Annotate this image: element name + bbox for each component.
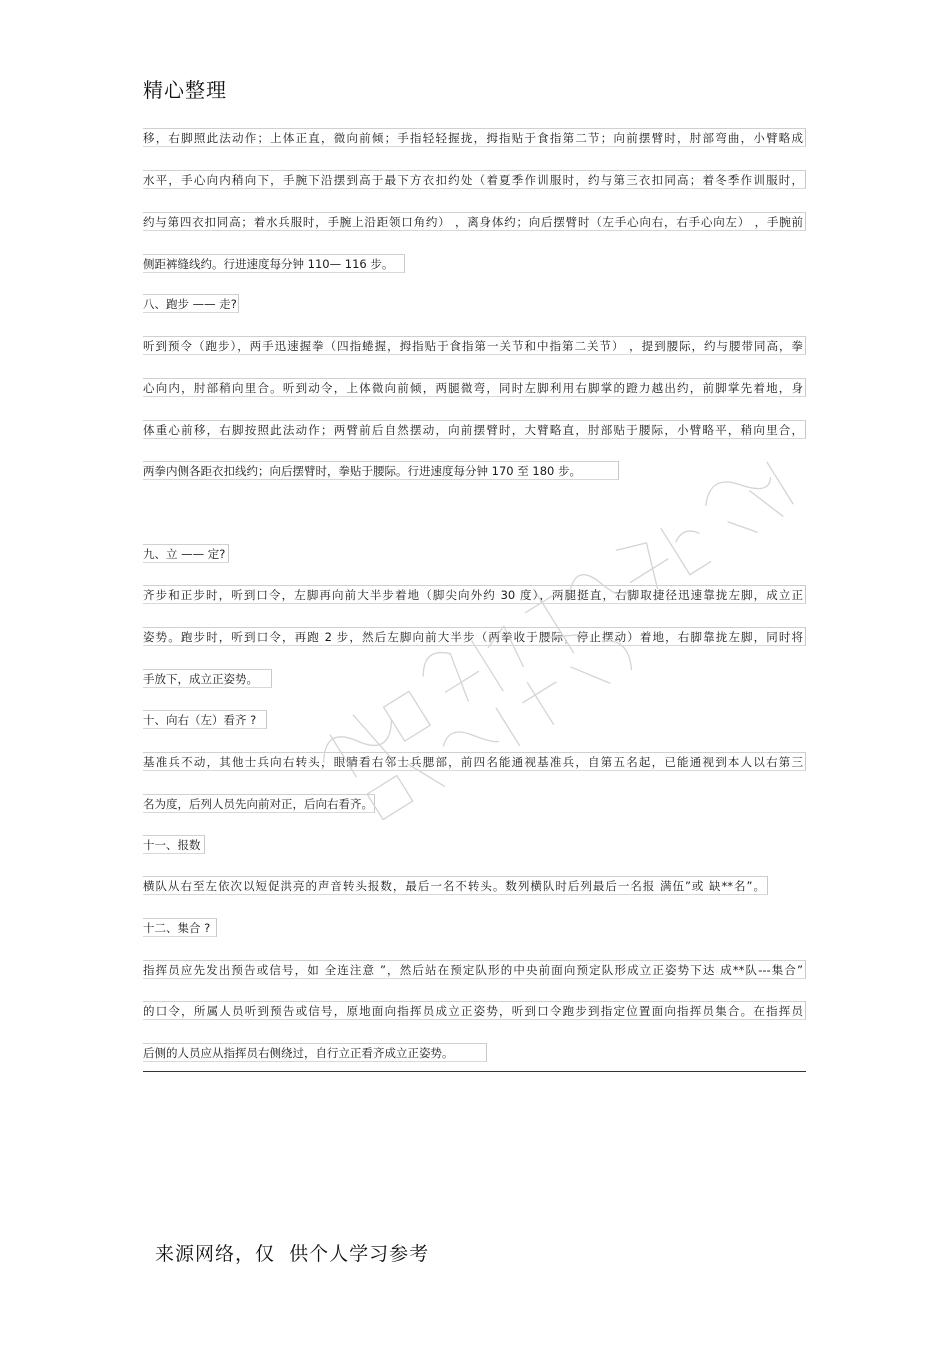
section-heading-8: 八、跑步 —— 走? xyxy=(143,294,239,313)
text-line: 移，右脚照此法动作；上体正直，微向前倾；手指轻轻握拢，拇指贴于食指第二节；向前摆臂时，肘部弯曲，小臂略成 xyxy=(143,128,806,147)
footer-source-note: 来源网络，仅 供个人学习参考 xyxy=(155,1243,430,1265)
text-line: 听到预令（跑步），两手迅速握拳（四指蜷握，拇指贴于食指第一关节和中指第二关节） ，提到腰际，约与腰带同高，拳 xyxy=(143,336,806,355)
text-line: 两拳内侧各距衣扣线约；向后摆臂时，拳贴于腰际。行进速度每分钟 170 至 180 步。 xyxy=(143,461,619,480)
text-line: 手放下，成立正姿势。 xyxy=(143,669,272,688)
text-line: 姿势。跑步时，听到口令，再跑 2 步，然后左脚向前大半步（两拳收于腰际，停止摆动）着地，右脚靠拢左脚，同时将 xyxy=(143,627,806,646)
text-line: 体重心前移，右脚按照此法动作；两臂前后自然摆动，向前摆臂时，大臂略直，肘部贴于腰际，小臂略平，稍向里合， xyxy=(143,420,806,439)
text-line: 侧距裤缝线约。行进速度每分钟 110— 116 步。 xyxy=(143,254,405,273)
text-line: 横队从右至左依次以短促洪亮的声音转头报数，最后一名不转头。数列横队时后列最后一名报 满伍”或 缺**名”。 xyxy=(143,876,768,895)
page-header-title: 精心整理 xyxy=(143,78,227,102)
text-line: 后侧的人员应从指挥员右侧绕过，自行立正看齐成立正姿势。 xyxy=(143,1043,487,1062)
text-line: 基准兵不动，其他士兵向右转头，眼睛看右邻士兵腮部，前四名能通视基准兵，自第五名起，已能通视到本人以右第三 xyxy=(143,752,806,771)
section-heading-11: 十一、报数 xyxy=(143,835,205,854)
text-line: 水平，手心向内稍向下，手腕下沿摆到高于最下方衣扣约处（着夏季作训服时，约与第三衣扣同高；着冬季作训服时， xyxy=(143,170,806,189)
text-line: 指挥员应先发出预告或信号，如 全连注意 ”，然后站在预定队形的中央前面向预定队形成立正姿势下达 成**队---集合” xyxy=(143,960,806,979)
text-line: 的口令，所属人员听到预告或信号，原地面向指挥员成立正姿势，听到口令跑步到指定位置面向指挥员集合。在指挥员 xyxy=(143,1001,806,1020)
text-line: 约与第四衣扣同高；着水兵服时，手腕上沿距领口角约） ，离身体约；向后摆臂时（左手心向右，右手心向左） ，手腕前 xyxy=(143,212,806,231)
bottom-divider xyxy=(143,1071,806,1072)
text-line: 名为度，后列人员先向前对正，后向右看齐。 xyxy=(143,794,375,813)
text-line: 心向内，肘部稍向里合。听到动令，上体微向前倾，两腿微弯，同时左脚利用右脚掌的蹬力越出约，前脚掌先着地，身 xyxy=(143,378,806,397)
section-heading-12: 十二、集合 ? xyxy=(143,918,217,937)
section-heading-10: 十、向右（左）看齐 ? xyxy=(143,710,267,729)
section-heading-9: 九、立 —— 定? xyxy=(143,544,229,563)
text-line: 齐步和正步时，听到口令，左脚再向前大半步着地（脚尖向外约 30 度），两腿挺直，右脚取捷径迅速靠拢左脚，成立正 xyxy=(143,585,806,604)
